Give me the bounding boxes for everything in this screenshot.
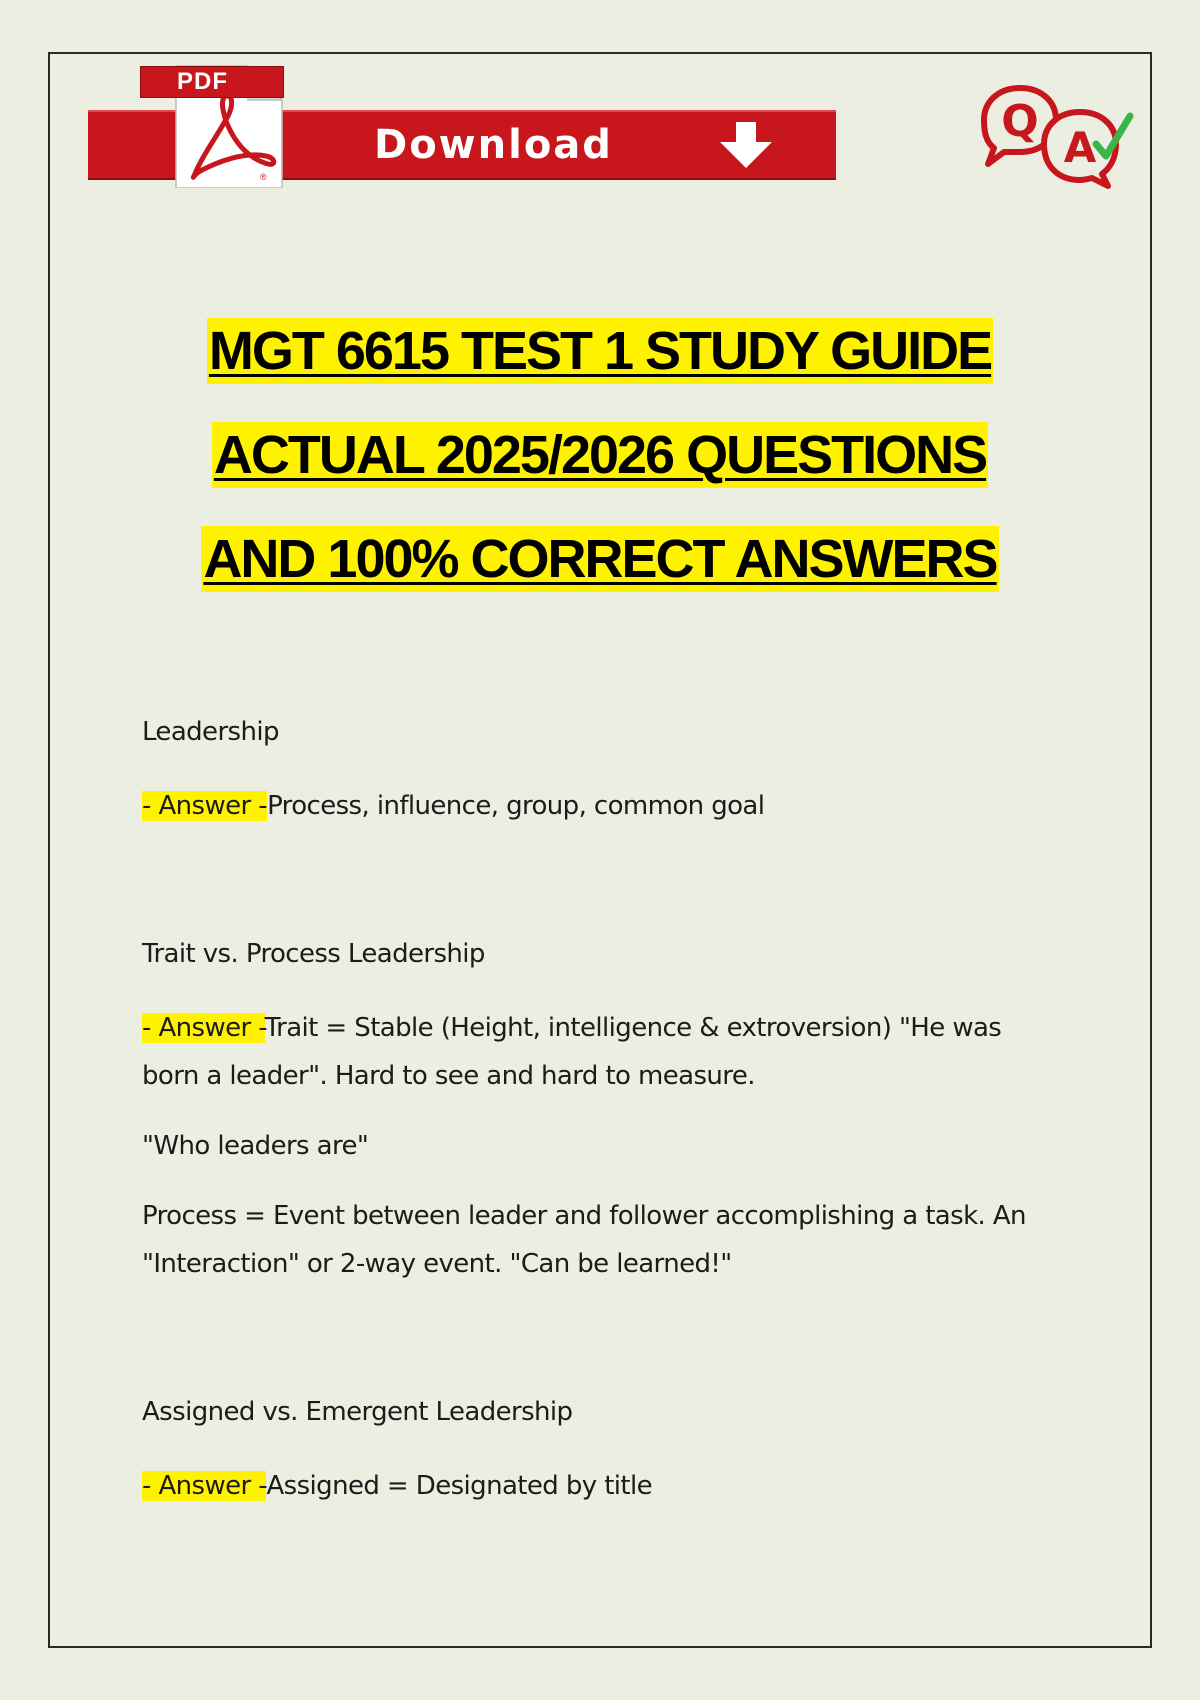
answer-paragraph: Process = Event between leader and follower accomplishing a task. An "Interaction" or 2-way event. "Can be learned!"	[142, 1201, 1026, 1279]
answer-tag: - Answer -	[142, 791, 268, 821]
qa-list	[142, 712, 1062, 1510]
answer-paragraph: "Who leaders are"	[142, 1131, 369, 1161]
qa-item	[142, 934, 1062, 1288]
download-arrow-icon	[716, 122, 776, 170]
answer-tag: - Answer -	[142, 1471, 267, 1501]
question-text: Trait vs. Process Leadership	[142, 939, 485, 969]
answer-line	[142, 782, 1062, 830]
pdf-label: PDF	[140, 66, 284, 98]
qa-item	[142, 1392, 1062, 1510]
title-line-2: ACTUAL 2025/2026 QUESTIONS	[212, 422, 988, 488]
download-label: Download	[374, 122, 613, 168]
answer-text: Assigned = Designated by title	[266, 1471, 653, 1501]
a-letter: A	[1063, 123, 1097, 172]
qa-chat-logo-icon	[980, 82, 1140, 192]
pdf-download-banner[interactable]	[88, 64, 836, 194]
q-letter: Q	[1001, 96, 1039, 147]
title-line-1: MGT 6615 TEST 1 STUDY GUIDE	[207, 318, 993, 384]
qa-logo	[980, 82, 1140, 192]
answer-line	[142, 1462, 1062, 1510]
title-line-3: AND 100% CORRECT ANSWERS	[201, 526, 998, 592]
answer-text: Process, influence, group, common goal	[267, 791, 765, 821]
pdf-file-icon	[136, 64, 286, 188]
document-title	[0, 318, 1200, 630]
answer-tag: - Answer -	[142, 1013, 265, 1043]
question-text: Leadership	[142, 717, 279, 747]
qa-item	[142, 712, 1062, 830]
question-text: Assigned vs. Emergent Leadership	[142, 1397, 573, 1427]
answer-text: Trait = Stable (Height, intelligence & extroversion) "He was born a leader". Hard to see and hard to measure.	[142, 1013, 1002, 1091]
svg-text:®: ®	[260, 172, 267, 182]
answer-line	[142, 1004, 1062, 1100]
